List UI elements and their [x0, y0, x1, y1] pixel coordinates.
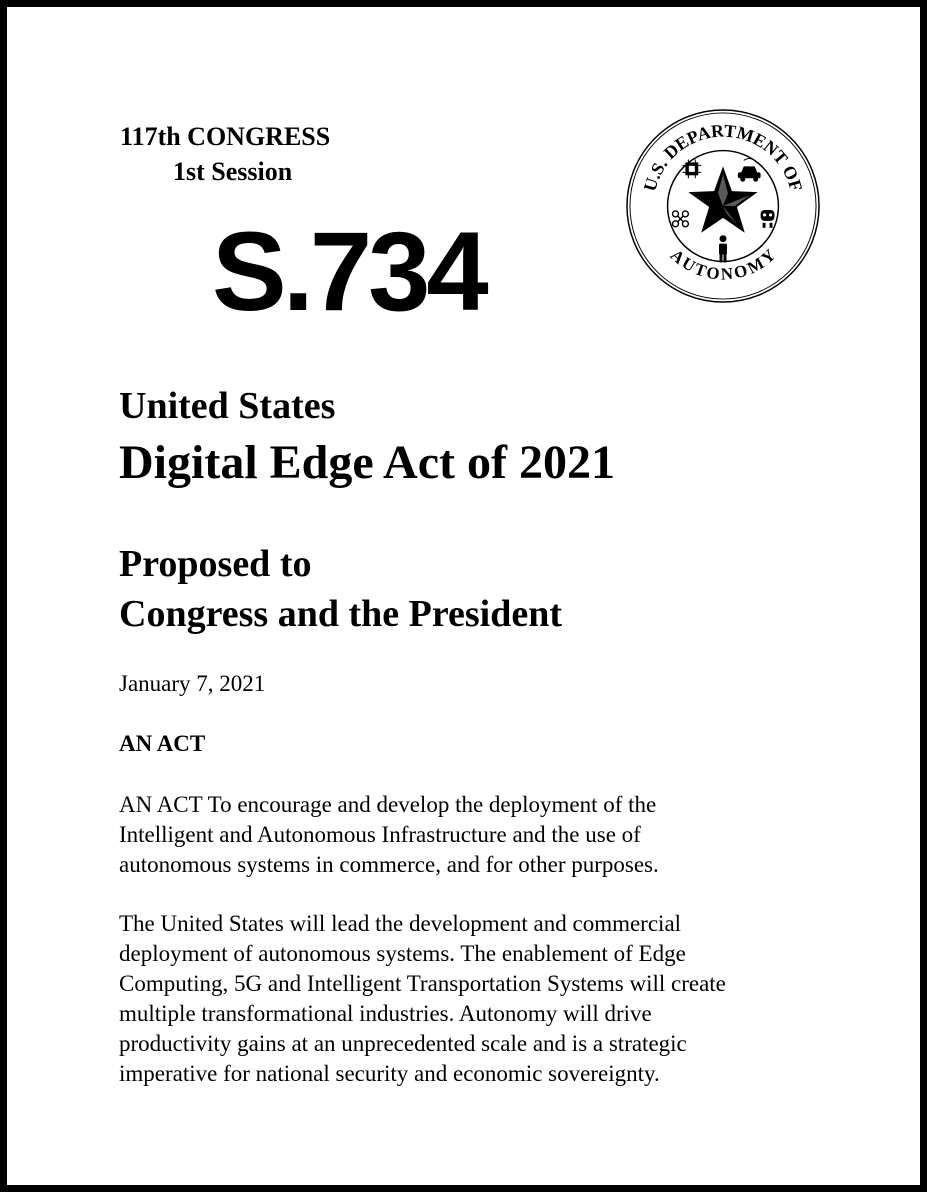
- paragraph-line: Intelligent and Autonomous Infrastructure and the use of: [119, 822, 641, 847]
- paragraph-line: imperative for national security and economic sovereignty.: [119, 1061, 660, 1086]
- session-label: 1st Session: [173, 157, 293, 186]
- seal-top-text: U.S. DEPARTMENT OF: [639, 120, 807, 194]
- bill-number: S.734: [212, 209, 485, 334]
- paragraph-line: productivity gains at an unprecedented scale and is a strategic: [119, 1031, 687, 1056]
- purpose-paragraph: [119, 790, 839, 880]
- country-title: United States: [119, 385, 336, 427]
- department-seal: [624, 107, 822, 305]
- paragraph-line: AN ACT To encourage and develop the deployment of the: [119, 792, 657, 817]
- act-title: Digital Edge Act of 2021: [119, 436, 615, 489]
- statement-paragraph: [119, 909, 839, 1089]
- paragraph-line: autonomous systems in commerce, and for other purposes.: [119, 852, 659, 877]
- seal-bottom-text: AUTONOMY: [666, 245, 780, 284]
- proposed-heading: [119, 539, 562, 639]
- proposed-line-2: Congress and the President: [119, 593, 563, 635]
- paragraph-line: Computing, 5G and Intelligent Transportation Systems will create: [119, 971, 726, 996]
- congress-label: 117th CONGRESS: [120, 122, 331, 151]
- paragraph-line: deployment of autonomous systems. The enablement of Edge: [119, 941, 686, 966]
- paragraph-line: multiple transformational industries. Autonomy will drive: [119, 1001, 652, 1026]
- an-act-heading: AN ACT: [119, 731, 206, 756]
- document-date: January 7, 2021: [119, 671, 266, 696]
- paragraph-line: The United States will lead the development and commercial: [119, 911, 682, 936]
- proposed-line-1: Proposed to: [119, 543, 312, 585]
